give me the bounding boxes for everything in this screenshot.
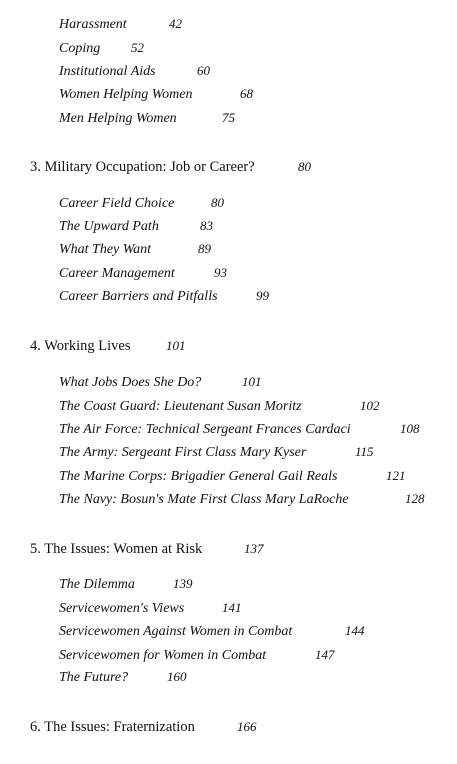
toc-entry-title: Career Management [59,266,175,281]
toc-entry [59,491,425,508]
toc-entry [59,669,187,686]
toc-entry-title: Harassment [59,17,127,32]
toc-entry-page: 102 [360,398,380,413]
toc-entry [59,16,182,33]
toc-entry-page: 128 [405,491,425,506]
toc-entry-title: Career Field Choice [59,196,175,211]
toc-chapter-title: 5. The Issues: Women at Risk [30,541,203,557]
toc-entry [59,647,335,664]
toc-entry-title: Career Barriers and Pitfalls [59,289,218,304]
toc-entry-page: 160 [167,669,187,684]
toc-entry [59,218,213,235]
toc-entry-title: What Jobs Does She Do? [59,375,202,390]
toc-entry-title: The Air Force: Technical Sergeant Frances Cardaci [59,422,351,437]
toc-entry-page: 60 [197,63,210,78]
toc-entry [59,444,374,461]
toc-entry [59,576,193,593]
toc-entry-title: Servicewomen's Views [59,601,185,616]
toc-entry-page: 121 [386,468,406,483]
toc-entry [59,265,227,282]
toc-entry [59,288,269,305]
toc-entry-title: The Dilemma [59,577,135,592]
toc-entry-page: 42 [169,16,182,31]
toc-chapter [30,541,264,557]
toc-chapter-page: 137 [244,541,264,556]
toc-entry-title: The Future? [59,670,129,685]
toc-entry-page: 99 [256,288,269,303]
toc-entry [59,468,406,485]
toc-entry [59,241,211,258]
toc-entry-title: The Navy: Bosun's Mate First Class Mary LaRoche [59,492,349,507]
toc-entry-page: 75 [222,110,235,125]
toc-chapter [30,719,257,735]
toc-entry [59,421,420,438]
toc-entry [59,195,224,212]
toc-entry-page: 108 [400,421,420,436]
toc-chapter-title: 6. The Issues: Fraternization [30,719,195,735]
toc-entry-title: Women Helping Women [59,87,193,102]
toc-chapter-title: 4. Working Lives [30,338,131,354]
toc-entry-page: 68 [240,86,253,101]
toc-entry-page: 93 [214,265,227,280]
toc-chapter-title: 3. Military Occupation: Job or Career? [30,159,255,175]
toc-chapter-page: 80 [298,159,311,174]
toc-entry-title: Servicewomen Against Women in Combat [59,624,293,639]
toc-entry-page: 115 [355,444,374,459]
toc-entry [59,398,380,415]
toc-entry-page: 80 [211,195,224,210]
toc-entry-title: Coping [59,41,101,56]
toc-entry-page: 147 [315,647,335,662]
toc-entry [59,86,253,103]
toc-entry-title: The Marine Corps: Brigadier General Gail Reals [59,469,338,484]
toc-entry [59,374,262,391]
toc-entry-title: The Upward Path [59,219,159,234]
toc-entry-page: 89 [198,241,211,256]
toc-entry-page: 144 [345,623,365,638]
toc-entry-title: Men Helping Women [59,111,177,126]
toc-entry [59,600,242,617]
toc-entry-page: 139 [173,576,193,591]
toc-entry [59,63,210,80]
toc-chapter-page: 166 [237,719,257,734]
toc-entry-title: The Coast Guard: Lieutenant Susan Moritz [59,399,302,414]
toc-entry-title: The Army: Sergeant First Class Mary Kyser [59,445,307,460]
toc-entry-page: 52 [131,40,144,55]
toc-entry-page: 141 [222,600,242,615]
toc-entry [59,623,365,640]
toc-entry [59,40,144,57]
toc-entry-title: Servicewomen for Women in Combat [59,648,267,663]
toc-chapter-page: 101 [166,338,186,353]
toc-entry-title: Institutional Aids [59,64,156,79]
toc-entry-page: 83 [200,218,213,233]
toc-chapter [30,338,186,354]
toc-entry-page: 101 [242,374,262,389]
toc-entry [59,110,235,127]
toc-chapter [30,159,311,175]
toc-entry-title: What They Want [59,242,152,257]
